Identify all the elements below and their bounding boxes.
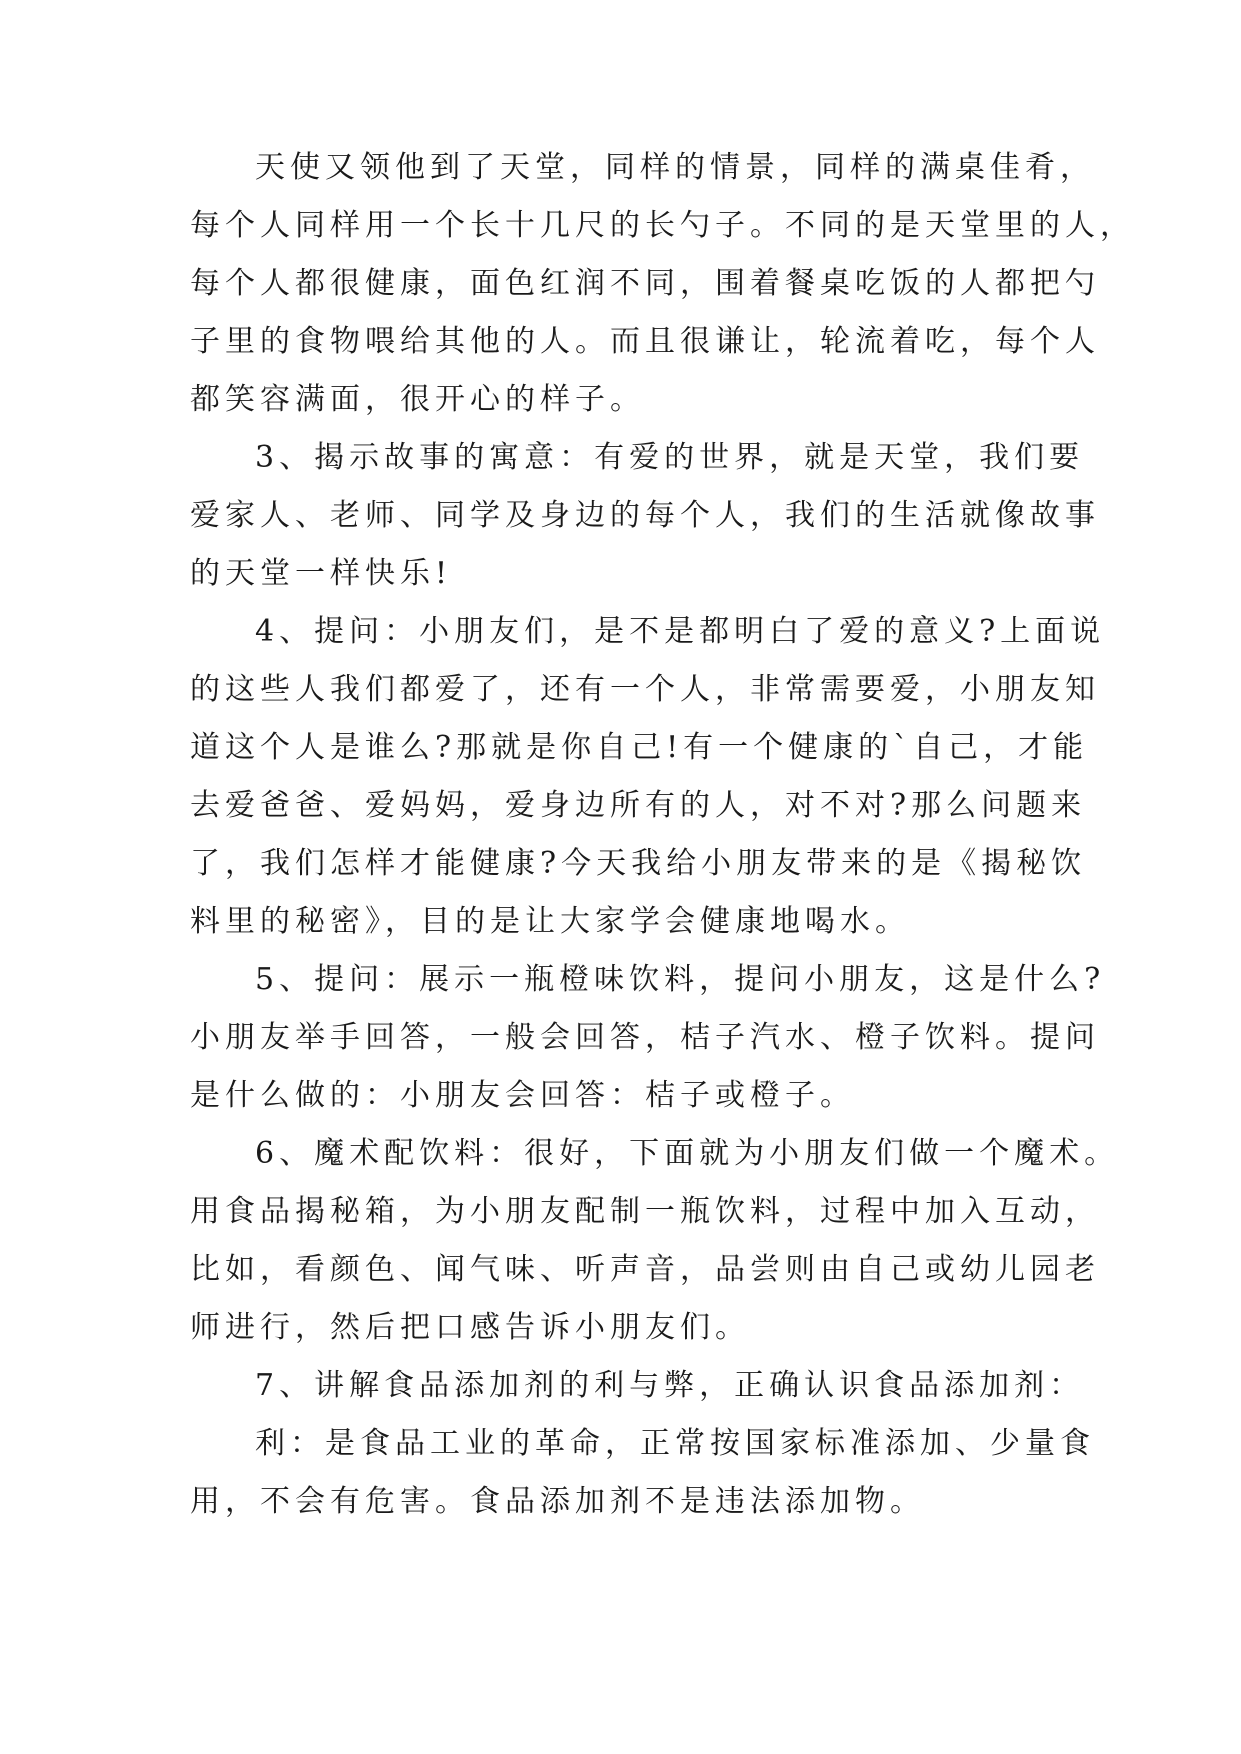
text-line: 天使又领他到了天堂，同样的情景，同样的满桌佳肴，: [255, 150, 1095, 185]
text-line: 子里的食物喂给其他的人。而且很谦让，轮流着吃，每个人: [190, 324, 1100, 359]
text-line: 4、提问：小朋友们，是不是都明白了爱的意义?上面说: [255, 614, 1106, 649]
text-line: 利：是食品工业的革命，正常按国家标准添加、少量食: [255, 1426, 1095, 1461]
text-line: 每个人同样用一个长十几尺的长勺子。不同的是天堂里的人，: [190, 208, 1135, 243]
text-line: 7、讲解食品添加剂的利与弊，正确认识食品添加剂：: [255, 1368, 1085, 1403]
text-line: 的天堂一样快乐!: [190, 556, 453, 591]
text-line: 师进行，然后把口感告诉小朋友们。: [190, 1310, 750, 1345]
text-line: 用，不会有危害。食品添加剂不是违法添加物。: [190, 1484, 925, 1519]
text-line: 3、揭示故事的寓意：有爱的世界，就是天堂，我们要: [255, 440, 1085, 475]
text-line: 的这些人我们都爱了，还有一个人，非常需要爱，小朋友知: [190, 672, 1100, 707]
text-line: 6、魔术配饮料：很好，下面就为小朋友们做一个魔术。: [255, 1136, 1120, 1171]
text-line: 料里的秘密》，目的是让大家学会健康地喝水。: [190, 904, 910, 939]
text-line: 每个人都很健康，面色红润不同，围着餐桌吃饭的人都把勺: [190, 266, 1100, 301]
text-line: 5、提问：展示一瓶橙味饮料，提问小朋友，这是什么?: [255, 962, 1106, 997]
text-line: 爱家人、老师、同学及身边的每个人，我们的生活就像故事: [190, 498, 1100, 533]
text-line: 比如，看颜色、闻气味、听声音，品尝则由自己或幼儿园老: [190, 1252, 1100, 1287]
text-line: 用食品揭秘箱，为小朋友配制一瓶饮料，过程中加入互动，: [190, 1194, 1100, 1229]
text-line: 了，我们怎样才能健康?今天我给小朋友带来的是《揭秘饮: [190, 846, 1087, 881]
text-line: 都笑容满面，很开心的样子。: [190, 382, 645, 417]
text-line: 小朋友举手回答，一般会回答，桔子汽水、橙子饮料。提问: [190, 1020, 1100, 1055]
text-line: 去爱爸爸、爱妈妈，爱身边所有的人，对不对?那么问题来: [190, 788, 1087, 823]
text-line: 道这个人是谁么?那就是你自己!有一个健康的`自己，才能: [190, 730, 1089, 765]
text-line: 是什么做的：小朋友会回答：桔子或橙子。: [190, 1078, 855, 1113]
